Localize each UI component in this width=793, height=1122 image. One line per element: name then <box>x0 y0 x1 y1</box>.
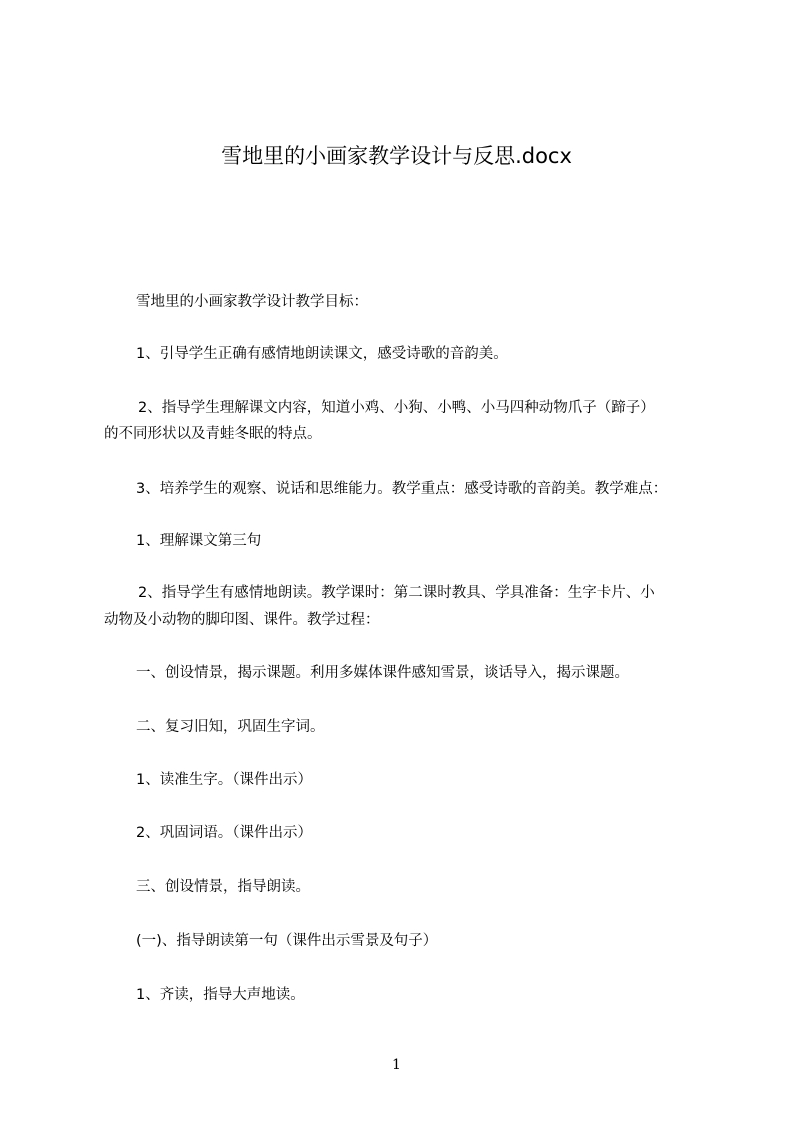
paragraph-difficulty-2-line-1: 2、指导学生有感情地朗读。教学课时：第二课时教具、学具准备：生字卡片、小 <box>138 585 655 601</box>
paragraph-step-3: 三、创设情景，指导朗读。 <box>136 879 310 895</box>
paragraph-step-2-1: 1、读准生字。（课件出示） <box>136 772 312 788</box>
page-number: 1 <box>392 1057 401 1073</box>
paragraph-objective-3: 3、培养学生的观察、说话和思维能力。教学重点：感受诗歌的音韵美。教学难点： <box>136 481 668 497</box>
paragraph-step-2: 二、复习旧知，巩固生字词。 <box>136 719 325 735</box>
paragraph-objective-2-line-1: 2、指导学生理解课文内容，知道小鸡、小狗、小鸭、小马四种动物爪子（蹄子） <box>138 400 655 416</box>
paragraph-objective-2-line-2: 的不同形状以及青蛙冬眠的特点。 <box>104 426 322 442</box>
paragraph-step-3-sub-1-item-1: 1、齐读，指导大声地读。 <box>136 987 305 1003</box>
paragraph-step-1: 一、创设情景，揭示课题。利用多媒体课件感知雪景，谈话导入，揭示课题。 <box>136 665 629 681</box>
paragraph-difficulty-2-line-2: 动物及小动物的脚印图、课件。教学过程： <box>104 612 380 628</box>
paragraph-objective-1: 1、引导学生正确有感情地朗读课文，感受诗歌的音韵美。 <box>136 346 508 362</box>
paragraph-step-3-sub-1: (一)、指导朗读第一句（课件出示雪景及句子） <box>136 933 438 949</box>
document-title: 雪地里的小画家教学设计与反思.docx <box>221 144 572 168</box>
paragraph-objectives-heading: 雪地里的小画家教学设计教学目标： <box>136 294 368 310</box>
paragraph-step-2-2: 2、巩固词语。（课件出示） <box>136 825 312 841</box>
paragraph-difficulty-1: 1、理解课文第三句 <box>136 533 262 549</box>
